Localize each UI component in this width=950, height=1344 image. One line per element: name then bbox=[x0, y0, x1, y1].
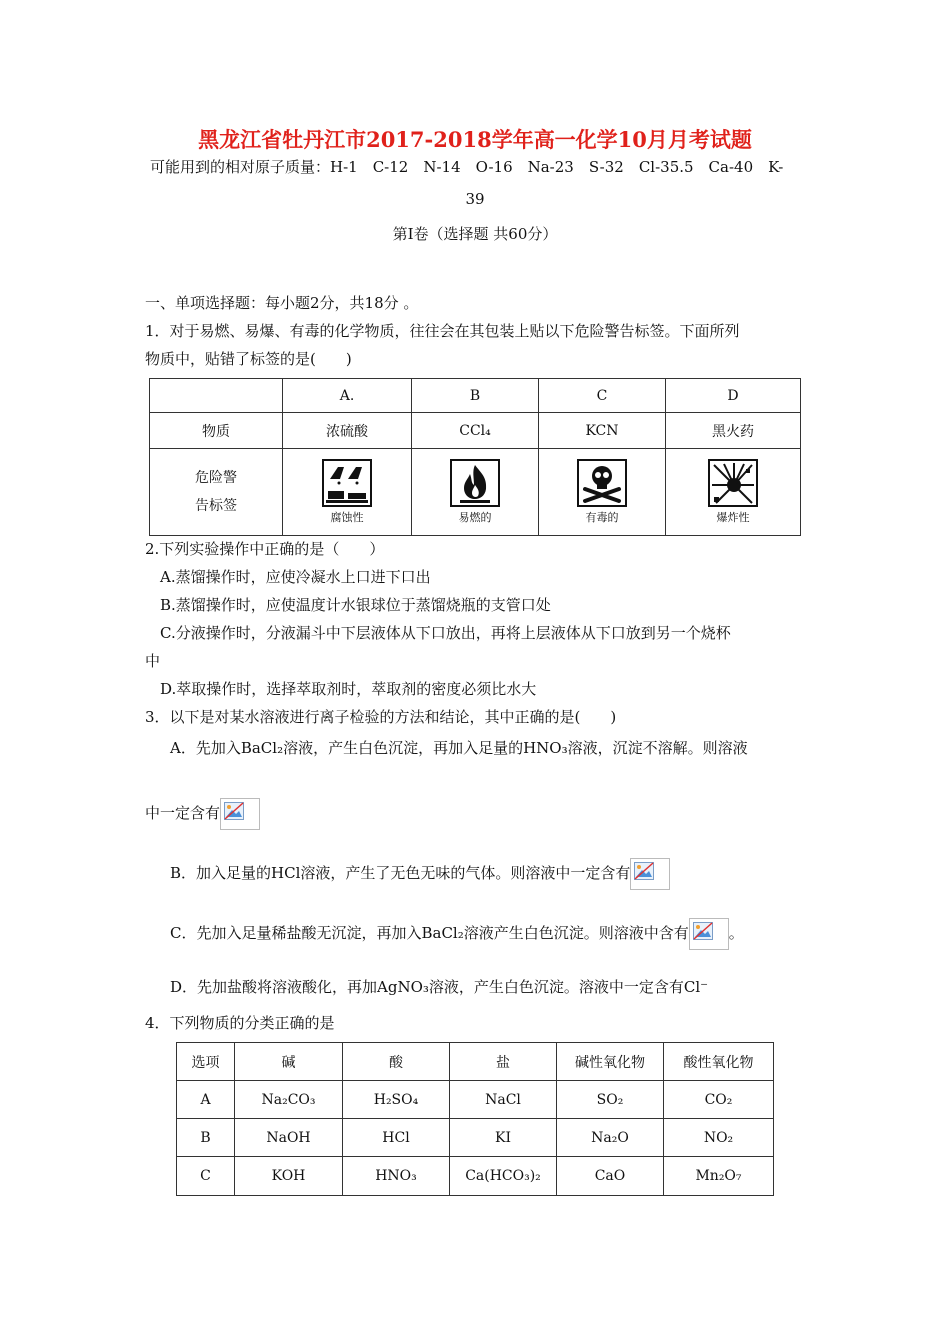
q4-classification-table bbox=[176, 1042, 774, 1196]
q4-cell: KI bbox=[450, 1119, 557, 1157]
q3-option-c bbox=[170, 918, 744, 950]
q1-row-label-substance: 物质 bbox=[150, 413, 283, 449]
q1-stem-line1: 1．对于易燃、易爆、有毒的化学物质，往往会在其包装上贴以下危险警告标签。下面所列 bbox=[145, 322, 740, 340]
q4-cell: NaOH bbox=[235, 1119, 343, 1157]
q4-cell: H₂SO₄ bbox=[343, 1081, 450, 1119]
q1-hazard-b bbox=[412, 449, 539, 536]
q3-option-c-end: 。 bbox=[728, 924, 744, 942]
q2-stem: 2.下列实验操作中正确的是（ ） bbox=[145, 540, 385, 558]
q3-option-a-line1: A．先加入BaCl₂溶液，产生白色沉淀，再加入足量的HNO₃溶液，沉淀不溶解。则溶液 bbox=[170, 739, 748, 757]
q1-hazard-table bbox=[149, 378, 801, 536]
q3-stem: 3．以下是对某水溶液进行离子检验的方法和结论，其中正确的是( ) bbox=[145, 708, 617, 726]
q1-header-b: B bbox=[412, 379, 539, 413]
q1-corner-cell bbox=[150, 379, 283, 413]
q1-stem-line2: 物质中，贴错了标签的是( ) bbox=[145, 350, 352, 368]
q4-stem: 4．下列物质的分类正确的是 bbox=[145, 1014, 335, 1032]
q4-header-acidic-oxide: 酸性氧化物 bbox=[664, 1043, 774, 1081]
volume-heading: 第Ⅰ卷（选择题 共60分） bbox=[392, 225, 558, 243]
q4-cell: NaCl bbox=[450, 1081, 557, 1119]
table-row bbox=[177, 1081, 774, 1119]
q1-label-explosive: 爆炸性 bbox=[716, 511, 750, 524]
q4-cell: NO₂ bbox=[664, 1119, 774, 1157]
q4-cell: Na₂CO₃ bbox=[235, 1081, 343, 1119]
q3-option-a-line2-text: 中一定含有 bbox=[145, 804, 221, 822]
q4-cell: HNO₃ bbox=[343, 1157, 450, 1196]
q4-cell: Mn₂O₇ bbox=[664, 1157, 774, 1196]
atomic-masses-line1: 可能用到的相对原子质量：H-1 C-12 N-14 O-16 Na-23 S-32 Cl-35.5 Ca-40 K- bbox=[150, 158, 784, 176]
section-heading: 一、单项选择题：每小题2分，共18分 。 bbox=[145, 294, 419, 312]
atomic-masses-line2: 39 bbox=[465, 190, 485, 208]
q4-header-option: 选项 bbox=[177, 1043, 235, 1081]
table-row bbox=[177, 1157, 774, 1196]
q1-header-d: D bbox=[666, 379, 801, 413]
q4-cell: KOH bbox=[235, 1157, 343, 1196]
q1-hazard-c bbox=[539, 449, 666, 536]
q4-cell: Ca(HCO₃)₂ bbox=[450, 1157, 557, 1196]
q4-header-basic-oxide: 碱性氧化物 bbox=[557, 1043, 664, 1081]
q2-option-c-line2: 中 bbox=[145, 652, 161, 670]
q1-hazard-a bbox=[283, 449, 412, 536]
explosive-icon bbox=[708, 459, 758, 507]
q2-option-d: D.萃取操作时，选择萃取剂时，萃取剂的密度必须比水大 bbox=[160, 680, 537, 698]
q2-option-c-line1: C.分液操作时，分液漏斗中下层液体从下口放出，再将上层液体从下口放到另一个烧杯 bbox=[160, 624, 731, 642]
q4-cell: C bbox=[177, 1157, 235, 1196]
q4-header-acid: 酸 bbox=[343, 1043, 450, 1081]
q1-hazard-d bbox=[666, 449, 801, 536]
q1-row-label-hazard-line2: 告标签 bbox=[195, 498, 237, 514]
q3-option-b-text: B．加入足量的HCl溶液，产生了无色无味的气体。则溶液中一定含有 bbox=[170, 864, 631, 882]
q4-cell: Na₂O bbox=[557, 1119, 664, 1157]
q3-option-c-text: C．先加入足量稀盐酸无沉淀，再加入BaCl₂溶液产生白色沉淀。则溶液中含有 bbox=[170, 924, 689, 942]
q3-option-b bbox=[170, 858, 670, 890]
q1-substance-a: 浓硫酸 bbox=[283, 413, 412, 449]
page-title: 黑龙江省牡丹江市2017-2018学年高一化学10月月考试题 bbox=[198, 127, 752, 152]
q1-row-label-hazard-line1: 危险警 bbox=[195, 470, 237, 486]
q4-cell: CaO bbox=[557, 1157, 664, 1196]
q4-cell: SO₂ bbox=[557, 1081, 664, 1119]
q1-label-corrosive: 腐蚀性 bbox=[330, 511, 364, 524]
q1-label-flammable: 易燃的 bbox=[458, 511, 492, 524]
q1-row-label-hazard bbox=[150, 449, 283, 536]
q4-cell: HCl bbox=[343, 1119, 450, 1157]
q3-option-a-line2 bbox=[145, 798, 260, 830]
q3-option-d: D．先加盐酸将溶液酸化，再加AgNO₃溶液，产生白色沉淀。溶液中一定含有Cl⁻ bbox=[170, 978, 709, 996]
broken-image-icon bbox=[220, 798, 260, 830]
q1-header-a: A. bbox=[283, 379, 412, 413]
q4-cell: CO₂ bbox=[664, 1081, 774, 1119]
q2-option-a: A.蒸馏操作时，应使冷凝水上口进下口出 bbox=[160, 568, 431, 586]
q1-substance-c: KCN bbox=[539, 413, 666, 449]
flame-icon bbox=[450, 459, 500, 507]
q4-cell: B bbox=[177, 1119, 235, 1157]
q4-cell: A bbox=[177, 1081, 235, 1119]
q1-header-c: C bbox=[539, 379, 666, 413]
skull-crossbones-icon bbox=[577, 459, 627, 507]
broken-image-icon bbox=[630, 858, 670, 890]
broken-image-icon bbox=[689, 918, 729, 950]
q1-label-toxic: 有毒的 bbox=[585, 511, 619, 524]
q1-substance-b: CCl₄ bbox=[412, 413, 539, 449]
q1-substance-d: 黑火药 bbox=[666, 413, 801, 449]
q4-header-base: 碱 bbox=[235, 1043, 343, 1081]
corrosive-icon bbox=[322, 459, 372, 507]
q4-header-salt: 盐 bbox=[450, 1043, 557, 1081]
q2-option-b: B.蒸馏操作时，应使温度计水银球位于蒸馏烧瓶的支管口处 bbox=[160, 596, 551, 614]
table-row bbox=[177, 1119, 774, 1157]
